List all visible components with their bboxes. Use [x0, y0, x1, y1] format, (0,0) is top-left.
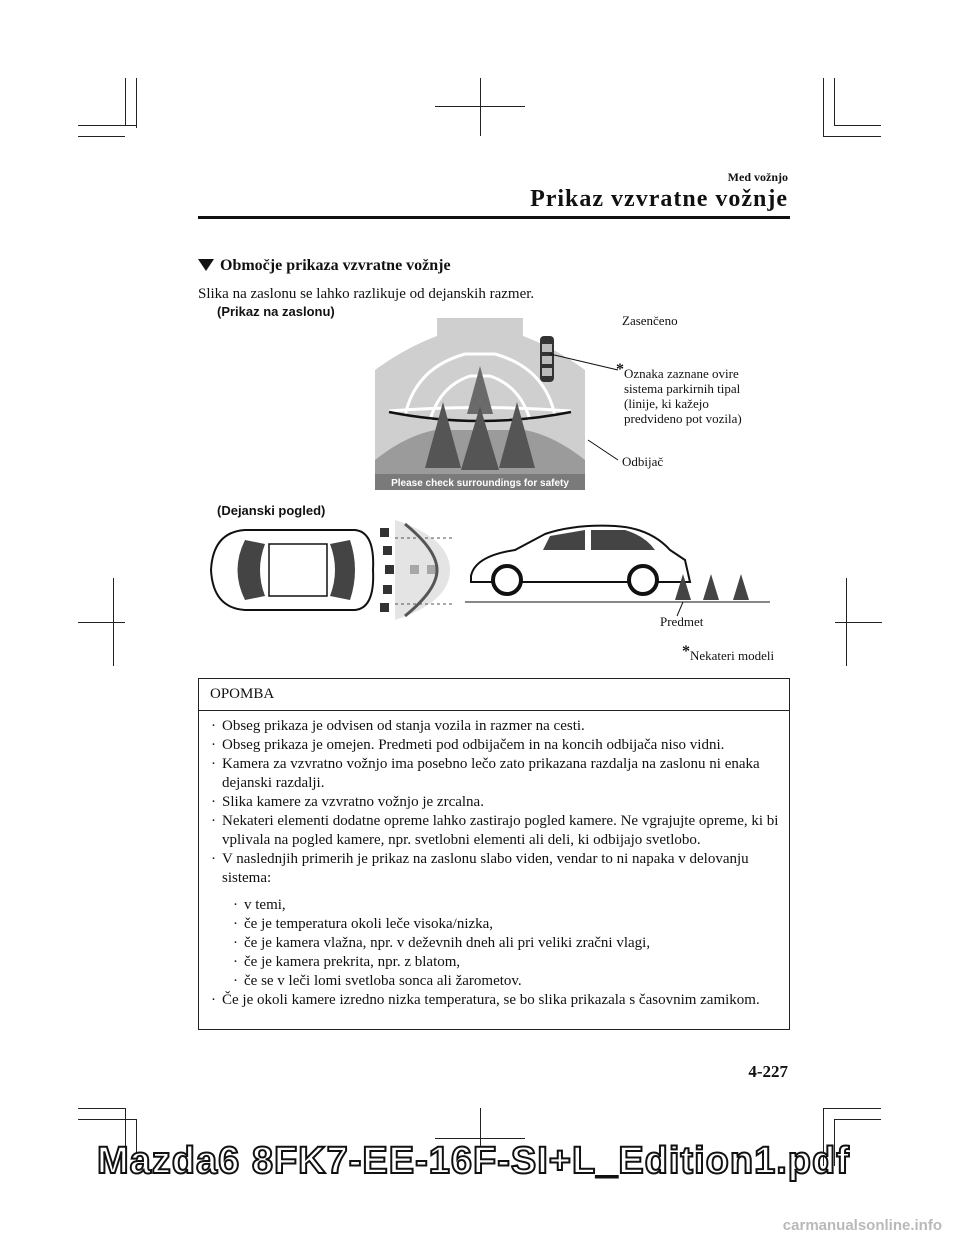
bullet-icon: · [233, 973, 238, 989]
callout-marker-line: sistema parkirnih tipal [624, 381, 741, 396]
note-box [198, 678, 790, 1030]
note-item: · Obseg prikaza je omejen. Predmeti pod odbijačem in na koncih odbijača niso vidni. [211, 737, 725, 753]
bullet-icon: · [233, 935, 238, 951]
asterisk-mark: * [682, 643, 690, 660]
screen-banner-text: Please check surroundings for safety [391, 478, 569, 489]
note-subitem: · če je kamera vlažna, npr. v deževnih dneh ali pri veliki zračni vlagi, [233, 935, 651, 951]
page-title: Prikaz vzvratne vožnje [530, 186, 788, 212]
top-view-car-illustration [205, 510, 465, 630]
detection-area [395, 520, 450, 620]
note-item: · Nekateri elementi dodatne opreme lahko zastirajo pogled kamere. Ne vgrajujte opreme, ki bi vplivala na pogled kamere, npr. svetlobni elementi ali deli, ki odbijajo svetlobo. [211, 813, 779, 848]
sensor-icon [385, 565, 394, 574]
side-view-car-illustration [465, 520, 785, 630]
actual-view-label: (Dejanski pogled) [217, 503, 326, 518]
note-subitem: · če je kamera prekrita, npr. z blatom, [233, 954, 461, 970]
bullet-icon: · [211, 794, 216, 810]
note-subitem: · če je temperatura okoli leče visoka/nizka, [233, 916, 494, 932]
callout-shaded: Zasenčeno [622, 313, 678, 328]
sensor-icon [380, 603, 389, 612]
bullet-icon: · [233, 954, 238, 970]
asterisk-mark: * [616, 361, 624, 378]
callout-marker-line: (linije, ki kažejo [624, 396, 709, 411]
car-roof [269, 544, 327, 596]
sensor-icon [380, 528, 389, 537]
note-item: · Slika kamere za vzvratno vožnjo je zrcalna. [211, 794, 484, 810]
note-sublist [211, 896, 779, 991]
callout-marker-line: predvideno pot vozila) [624, 411, 742, 426]
bullet-icon: · [211, 756, 216, 772]
note-item: · Če je okoli kamere izredno nizka temperatura, se bo slika prikazala s časovnim zamikom. [211, 992, 760, 1008]
sensor-icon [383, 546, 392, 555]
callout-marker [616, 362, 742, 426]
note-subitem: · če se v leči lomi svetloba sonca ali žarometov. [233, 973, 522, 989]
screen-view-label: (Prikaz na zaslonu) [217, 304, 335, 319]
section-heading-text: Območje prikaza vzvratne vožnje [220, 257, 451, 274]
bullet-icon: · [211, 992, 216, 1008]
bullet-icon: · [233, 916, 238, 932]
intro-paragraph: Slika na zaslonu se lahko razlikuje od dejanskih razmer. [198, 286, 535, 302]
footnote-text: Nekateri modeli [690, 648, 775, 663]
callout-marker-line: Oznaka zaznane ovire [624, 366, 739, 381]
sensor-icon [383, 585, 392, 594]
bumper-leader-line [588, 440, 618, 460]
section-heading [198, 257, 451, 275]
marker-leader-line [550, 354, 618, 370]
object-cone [733, 574, 749, 600]
bullet-icon: · [211, 737, 216, 753]
object-cone [703, 574, 719, 600]
bullet-icon: · [211, 813, 216, 829]
footnote [682, 644, 774, 663]
bullet-icon: · [211, 718, 216, 734]
car-rear-wheel [629, 566, 657, 594]
page-number: 4-227 [748, 1062, 788, 1081]
note-heading: OPOMBA [199, 679, 789, 711]
header-divider [198, 216, 790, 219]
callout-object: Predmet [660, 614, 704, 629]
bullet-icon: · [211, 851, 216, 867]
bullet-icon: · [233, 897, 238, 913]
note-item: · Obseg prikaza je odvisen od stanja vozila in razmer na cesti. [211, 718, 585, 734]
triangle-bullet-icon [198, 259, 214, 271]
note-body [199, 711, 789, 1010]
callout-bumper: Odbijač [622, 454, 664, 469]
note-item: · V naslednjih primerih je prikaz na zaslonu slabo viden, vendar to ni napaka v delovanju sistema: [211, 851, 749, 886]
note-item: · Kamera za vzvratno vožnjo ima posebno lečo zato prikazana razdalja na zaslonu ni enaka dejanski razdalji. [211, 756, 760, 791]
running-header-section: Med vožnjo [727, 170, 788, 184]
note-subitem: · v temi, [233, 897, 286, 913]
footer-filename: Mazda6 8FK7-EE-16F-SI+L_Edition1.pdf [97, 1140, 850, 1182]
car-front-wheel [493, 566, 521, 594]
watermark: carmanualsonline.info [782, 1217, 942, 1234]
